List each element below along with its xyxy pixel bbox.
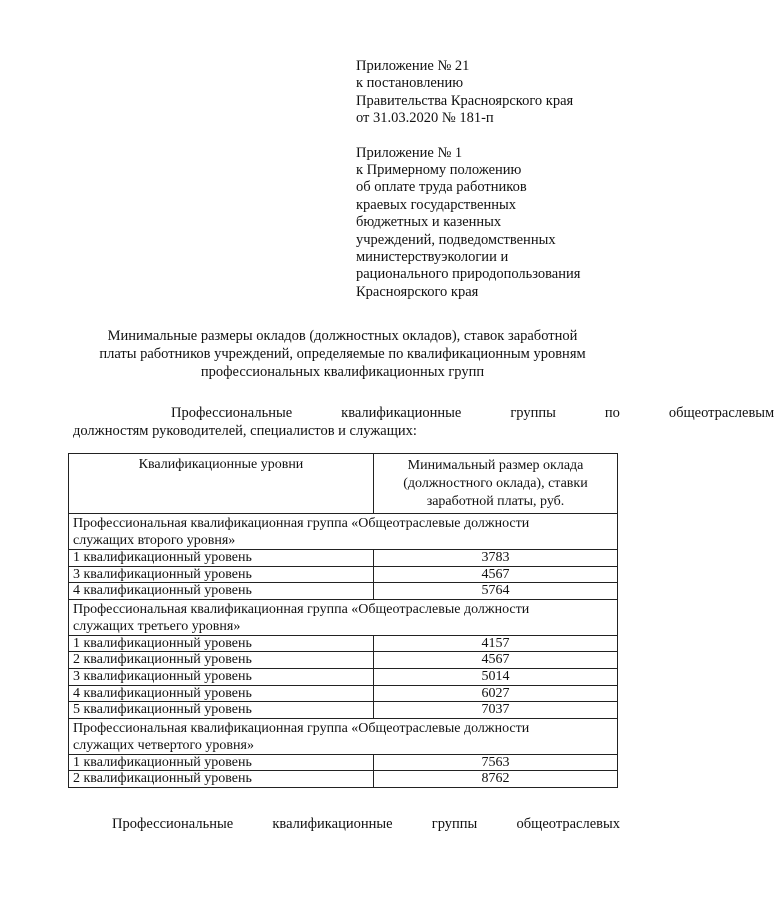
annex-line: Красноярского края [356, 283, 479, 300]
group-title [69, 514, 618, 550]
salary-cell: 5014 [374, 668, 618, 685]
salary-cell: 5764 [374, 583, 618, 600]
continuation-line [112, 815, 620, 833]
footer-word: группы [431, 816, 478, 832]
table-header-row [69, 454, 618, 514]
intro-word: группы [510, 405, 556, 421]
annex-spacer [356, 128, 626, 145]
level-cell: 5 квалификационный уровень [69, 702, 374, 719]
level-cell: 2 квалификационный уровень [69, 771, 374, 788]
table-row [69, 583, 618, 600]
salary-cell: 8762 [374, 771, 618, 788]
group-title-line: Профессиональная квалификационная группа «Общеотраслевые должности [73, 720, 530, 736]
annex-line: учреждений, подведомственных [356, 231, 556, 248]
salary-cell: 3783 [374, 550, 618, 567]
annex-line: к Примерному положению [356, 162, 522, 179]
group-title [69, 718, 618, 754]
table-row [69, 635, 618, 652]
document-title [60, 327, 625, 381]
annex-line: Приложение № 21 [356, 58, 470, 74]
group-title-line: служащих второго уровня» [73, 533, 236, 548]
table-row [69, 652, 618, 669]
level-cell: 3 квалификационный уровень [69, 566, 374, 583]
group-title-line: служащих третьего уровня» [73, 618, 241, 634]
group-title-line: Профессиональная квалификационная группа «Общеотраслевые должности [73, 516, 530, 531]
salary-cell: 4157 [374, 635, 618, 652]
intro-first-line [73, 404, 774, 422]
group-title-line: Профессиональная квалификационная группа «Общеотраслевые должности [73, 601, 530, 617]
salary-cell: 4567 [374, 566, 618, 583]
title-line: Минимальные размеры окладов (должностных окладов), ставок заработной [107, 328, 578, 344]
intro-word: квалификационные [341, 405, 462, 421]
annex-line: об оплате труда работников [356, 179, 527, 196]
level-cell: 2 квалификационный уровень [69, 652, 374, 669]
header-levels [69, 454, 374, 514]
footer-word: Профессиональные [112, 816, 234, 832]
group-row [69, 599, 618, 635]
group-title-line: служащих четвертого уровня» [73, 737, 254, 753]
intro-word: общеотраслевым [668, 405, 774, 421]
header-min-salary [374, 454, 618, 514]
table-row [69, 754, 618, 771]
table-row [69, 566, 618, 583]
annex-line: министерствуэкологии и [356, 249, 509, 266]
table-row [69, 702, 618, 719]
header-min-salary-line: (должностного оклада), ставки [403, 476, 588, 491]
salary-cell: 6027 [374, 685, 618, 702]
intro-word: по [604, 405, 620, 421]
header-levels-text: Квалификационные уровни [138, 457, 304, 472]
header-min-salary-line: Минимальный размер оклада [407, 458, 584, 473]
group-row [69, 514, 618, 550]
level-cell: 4 квалификационный уровень [69, 685, 374, 702]
table-row [69, 771, 618, 788]
group-title [69, 599, 618, 635]
salary-cell: 7037 [374, 702, 618, 719]
salary-table [68, 453, 618, 788]
annex-line: от 31.03.2020 № 181-п [356, 110, 494, 127]
intro-second-line: должностям руководителей, специалистов и служащих: [73, 423, 417, 439]
annex-line: к постановлению [356, 75, 464, 92]
intro-paragraph [73, 404, 774, 440]
intro-word: Профессиональные [171, 405, 293, 421]
header-min-salary-line: заработной платы, руб. [426, 494, 565, 509]
level-cell: 1 квалификационный уровень [69, 754, 374, 771]
annex-line: краевых государственных [356, 196, 516, 213]
title-line: платы работников учреждений, определяемые по квалификационным уровням [99, 346, 586, 362]
level-cell: 1 квалификационный уровень [69, 635, 374, 652]
annex-line: Правительства Красноярского края [356, 92, 574, 109]
footer-word: общеотраслевых [516, 816, 620, 832]
annex-line: бюджетных и казенных [356, 214, 502, 231]
group-row [69, 718, 618, 754]
level-cell: 3 квалификационный уровень [69, 668, 374, 685]
table-row [69, 668, 618, 685]
salary-cell: 4567 [374, 652, 618, 669]
annex-line: Приложение № 1 [356, 144, 463, 161]
annex-line: рационального природопользования [356, 266, 581, 283]
footer-word: квалификационные [272, 816, 393, 832]
annex-header [356, 58, 626, 301]
level-cell: 4 квалификационный уровень [69, 583, 374, 600]
salary-cell: 7563 [374, 754, 618, 771]
table-row [69, 685, 618, 702]
level-cell: 1 квалификационный уровень [69, 550, 374, 567]
table-row [69, 550, 618, 567]
title-line: профессиональных квалификационных групп [200, 364, 485, 380]
